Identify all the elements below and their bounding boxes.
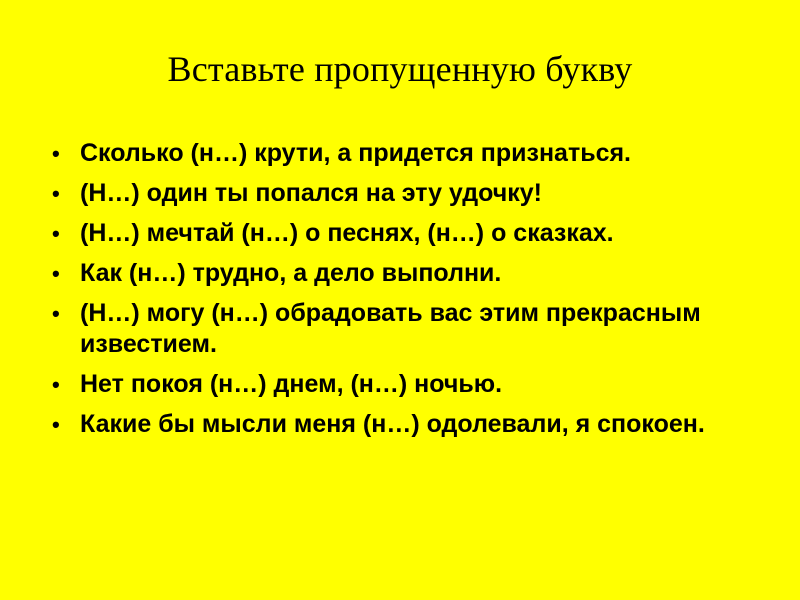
list-item-text: Сколько (н…) крути, а придется признаться.	[80, 139, 632, 167]
bullet-icon: •	[52, 372, 60, 397]
bullet-icon: •	[52, 301, 60, 326]
bullet-icon: •	[52, 221, 60, 246]
slide-title: Вставьте пропущенную букву	[167, 49, 633, 89]
list-item-text: Нет покоя (н…) днем, (н…) ночью.	[80, 370, 503, 398]
bullet-icon: •	[52, 261, 60, 286]
list-item-text: Какие бы мысли меня (н…) одолевали, я спокоен.	[80, 410, 705, 438]
bullet-icon: •	[52, 412, 60, 437]
bullet-list	[52, 138, 752, 449]
list-item	[52, 218, 752, 249]
list-item-text: (Н…) мечтай (н…) о песнях, (н…) о сказках.	[80, 219, 614, 247]
list-item-text: (Н…) могу (н…) обрадовать вас этим прекрасным известием.	[80, 299, 701, 358]
list-item-text: Как (н…) трудно, а дело выполни.	[80, 259, 502, 287]
list-item	[52, 298, 752, 360]
list-item	[52, 369, 752, 400]
bullet-icon: •	[52, 181, 60, 206]
list-item-text: (Н…) один ты попался на эту удочку!	[80, 179, 542, 207]
bullet-icon: •	[52, 141, 60, 166]
list-item	[52, 409, 752, 440]
list-item	[52, 138, 752, 169]
list-item	[52, 178, 752, 209]
list-item	[52, 258, 752, 289]
